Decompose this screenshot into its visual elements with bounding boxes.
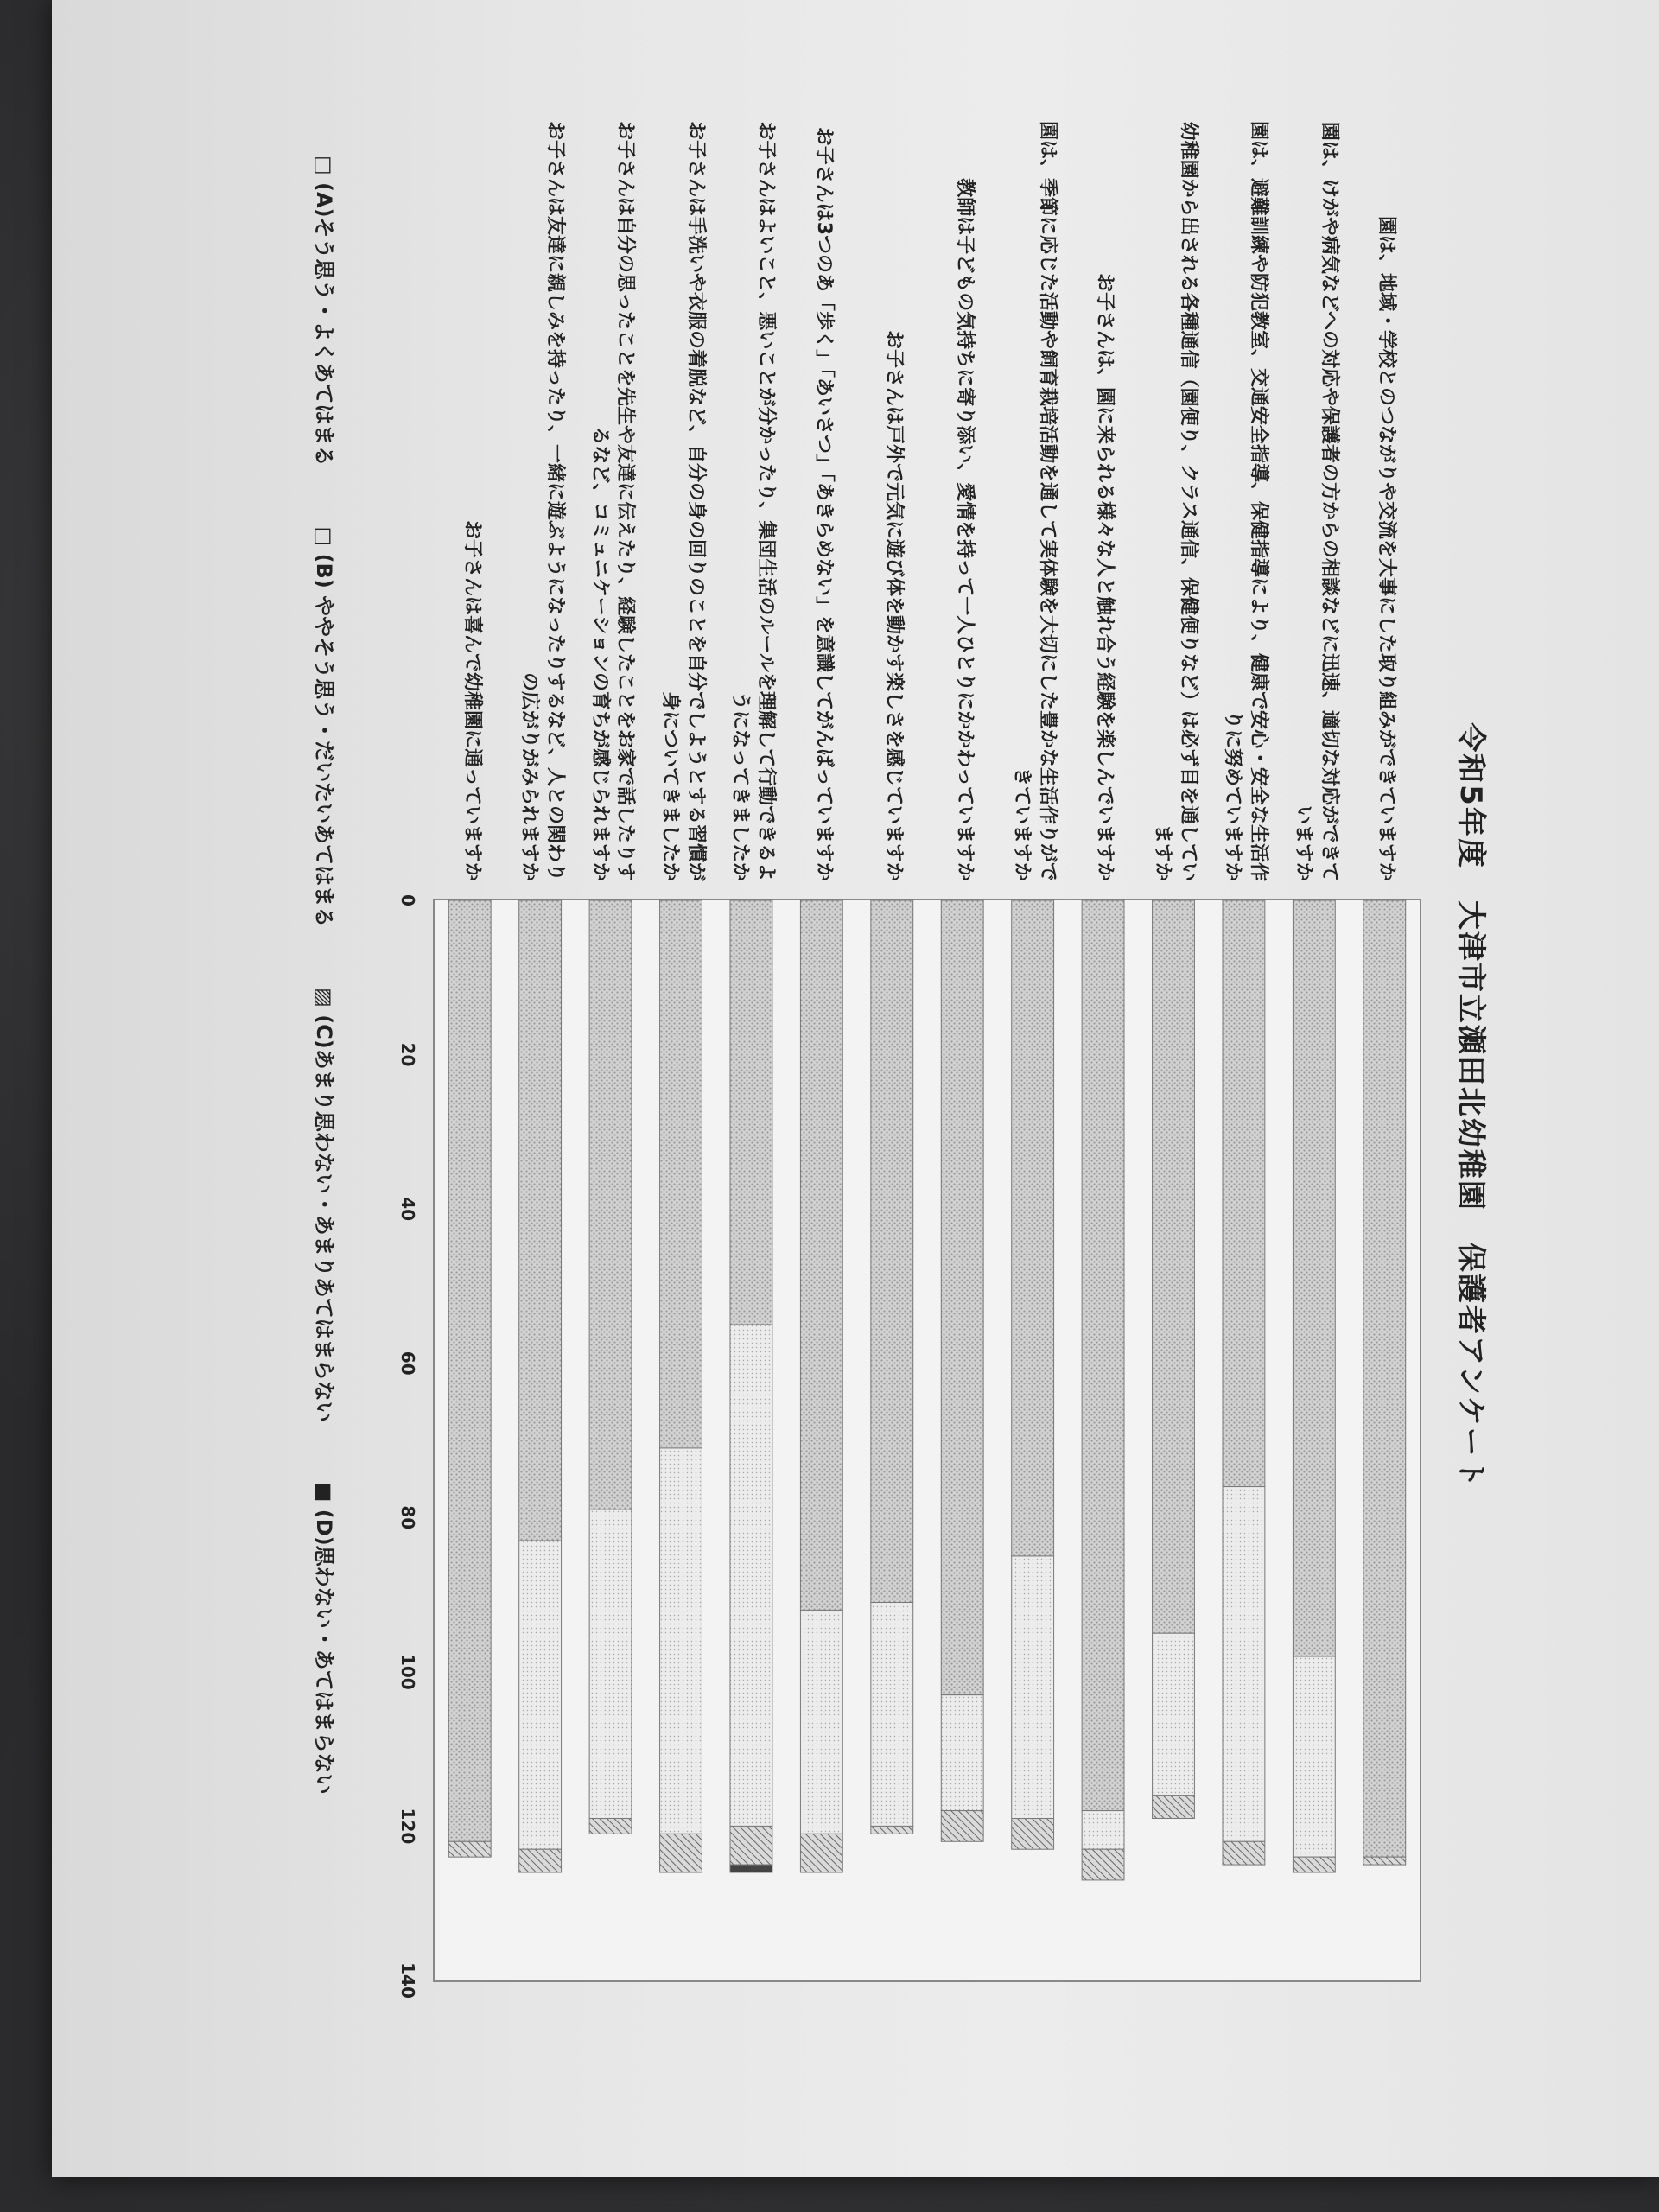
bar-q6-series-c (1012, 1819, 1054, 1850)
bar-q12-series-a (589, 900, 632, 1510)
question-label: お子さんは喜んで幼稚園に通っていますか (461, 519, 483, 881)
bar-q3-series-a (1223, 900, 1265, 1487)
bar-q14-series-a (448, 900, 491, 1841)
question-label: 園は、けがや病気などへの対応や保護者の方からの相談などに迅速、適切な対応ができていますか (1292, 121, 1340, 881)
bar-q12-series-b (589, 1510, 632, 1818)
bar-q6-series-a (1012, 900, 1054, 1556)
question-label: お子さんは手洗いや衣服の着脱など、自分の身の回りのことを自分でしようとする習慣が身についてきましたか (659, 120, 707, 881)
x-tick-label: 0 (397, 894, 418, 906)
question-label: お子さんは友達に親しみを持ったり、一緒に遊ぶようになったりするなど、人との関わりの広がりがみられますか (518, 120, 566, 881)
bar-q4-series-c (1153, 1796, 1195, 1819)
x-axis-ticks (397, 894, 418, 1999)
bar-q4-series-b (1153, 1633, 1195, 1796)
legend-label-b: □ (B) ややそう思う・だいたいあてはまる (312, 526, 336, 928)
question-label: お子さんは自分の思ったことを先生や友達に伝えたり、経験したことをお家で話したりするなど、コミュニケーションの育ちが感じられますか (588, 120, 637, 881)
bar-q9-series-b (800, 1610, 842, 1834)
legend-item-b (311, 527, 341, 928)
legend-item-a (311, 156, 341, 467)
bar-q8-series-a (871, 900, 913, 1603)
bar-q1-series-c (1363, 1857, 1406, 1865)
question-label: お子さんは3つのあ「歩く」「あいさつ」「あきらめない」を意識してがんばっていますか (812, 126, 835, 881)
bar-q10-series-c (730, 1826, 772, 1865)
x-tick-label: 100 (397, 1653, 418, 1690)
legend-item-c (311, 988, 341, 1422)
bar-q12-series-c (589, 1819, 632, 1834)
question-label: 教師は子どもの気持ちに寄り添い、愛情を持って一人ひとりにかかわっていますか (953, 178, 976, 881)
bar-q1-series-a (1363, 900, 1406, 1857)
bar-q11-series-b (660, 1448, 702, 1834)
bar-q6-series-b (1012, 1556, 1054, 1819)
bar-q10-series-a (730, 900, 772, 1325)
legend-item-d (311, 1483, 341, 1795)
bar-q7-series-a (941, 900, 983, 1695)
question-label: 園は、避難訓練や防犯教室、交通安全指導、保健指導により、健康で安心・安全な生活作りに努めていますか (1222, 120, 1270, 881)
bar-q9-series-a (800, 900, 842, 1610)
bar-q14-series-c (448, 1841, 491, 1857)
bar-q9-series-c (800, 1834, 842, 1872)
bar-q10-series-b (730, 1325, 772, 1826)
legend-label-d: ■ (D)思わない・あてはまらない (312, 1482, 336, 1795)
bar-q5-series-c (1082, 1849, 1124, 1880)
bar-q2-series-b (1293, 1656, 1335, 1857)
chart-title: 令和5年度 大津市立瀬田北幼稚園 保護者アンケート (1453, 722, 1488, 1490)
x-tick-label: 60 (397, 1351, 418, 1376)
plot-area (397, 894, 1421, 1999)
bar-q13-series-b (519, 1541, 562, 1849)
survey-document (268, 86, 1512, 2126)
bar-q5-series-a (1082, 900, 1124, 1811)
x-tick-label: 80 (397, 1505, 418, 1530)
legend (311, 156, 341, 2056)
bar-q5-series-b (1082, 1811, 1124, 1850)
bar-q11-series-a (660, 900, 702, 1448)
x-tick-label: 20 (397, 1042, 418, 1067)
legend-label-a: □ (A)そう思う・よくあてはまる (312, 156, 336, 467)
bar-q7-series-b (941, 1695, 983, 1811)
question-label: 園は、季節に応じた活動や飼育栽培活動を通して実体験を大切にした豊かな生活作りができていますか (1011, 120, 1058, 881)
bar-q2-series-a (1293, 900, 1335, 1656)
bar-q2-series-c (1293, 1857, 1335, 1872)
legend-label-c: ▨ (C)あまり思わない・あまりあてはまらない (312, 988, 336, 1422)
bar-q3-series-c (1223, 1841, 1265, 1865)
question-label: 幼稚園から出される各種通信（園便り、クラス通信、保健便りなど）は必ず目を通していますか (1152, 121, 1199, 881)
bar-q11-series-c (660, 1834, 702, 1872)
bar-group (448, 900, 1405, 1880)
question-label: 園は、地域・学校とのつながりや交流を大事にした取り組みができていますか (1376, 215, 1398, 881)
bar-q4-series-a (1153, 900, 1195, 1633)
x-tick-label: 40 (397, 1197, 418, 1222)
bar-q13-series-a (519, 900, 562, 1541)
bar-q3-series-b (1223, 1487, 1265, 1842)
bar-q13-series-c (519, 1849, 562, 1872)
x-tick-label: 140 (397, 1962, 418, 1999)
bar-q8-series-b (871, 1603, 913, 1827)
bar-q7-series-c (941, 1811, 983, 1842)
question-label: お子さんは戸外で元気に遊び体を動かす楽しさを感じていますか (883, 329, 906, 881)
x-tick-label: 120 (397, 1808, 418, 1845)
bar-q10-series-d (730, 1865, 772, 1872)
question-label: お子さんは、園に来られる様々な人と触れ合う経験を楽しんでいますか (1094, 272, 1116, 881)
bar-q8-series-c (871, 1826, 913, 1834)
paper-sheet (52, 0, 1659, 2177)
question-label: お子さんはよいこと、悪いことが分かったり、集団生活のルールを理解して行動できるようになってきましたか (729, 121, 778, 881)
bar-chart (383, 894, 1420, 1999)
